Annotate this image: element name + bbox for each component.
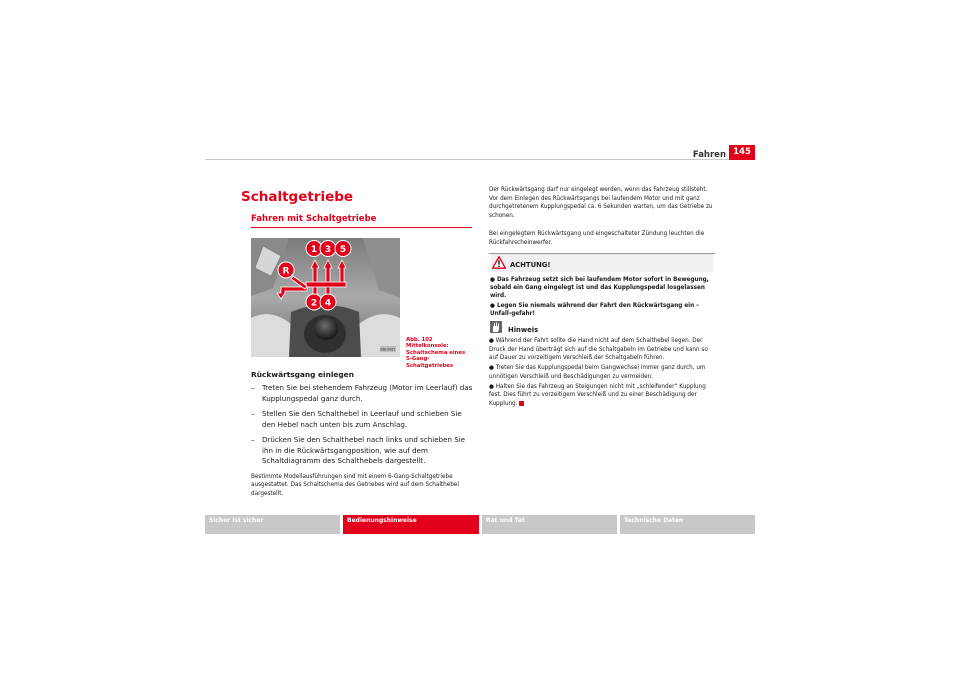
list-item <box>251 383 476 404</box>
hint-item-text: Treten Sie das Kupplungspedal beim Gangwechsel immer ganz durch, um unnötigen Verschleiß und Beschädigungen zu vermeiden. <box>489 365 706 380</box>
figure-caption: Abb. 102 Mittelkonsole: Schaltschema eines 5-Gang-Schaltgetriebes <box>406 337 466 369</box>
warning-item-text: Das Fahrzeug setzt sich bei laufendem Motor sofort in Bewegung, sobald ein Gang eingelegt ist und das Kupplungspedal losgelassen wird. <box>490 277 709 299</box>
subsection-title: Fahren mit Schaltgetriebe <box>251 214 377 224</box>
list-item <box>490 276 714 300</box>
list-item <box>489 364 715 381</box>
list-item <box>251 435 476 467</box>
chapter-title: Fahren <box>692 150 726 160</box>
gear-label-1: 1 <box>310 245 318 255</box>
bullet: ● <box>490 303 495 309</box>
gear-label-r: R <box>282 266 290 277</box>
subsection-rule <box>251 227 472 228</box>
gear-label-2: 2 <box>310 298 318 309</box>
bullet: ● <box>489 383 494 390</box>
reverse-gear-heading: Rückwärtsgang einlegen <box>251 370 354 379</box>
bullet: ● <box>490 277 495 283</box>
hint-list <box>489 337 715 410</box>
bullet: ● <box>489 338 494 344</box>
gear-label-5: 5 <box>339 245 347 255</box>
step-marker: – <box>251 383 255 392</box>
list-item <box>489 383 715 409</box>
gear-label-4: 4 <box>324 298 332 309</box>
step-text: Drücken Sie den Schalthebel nach links und schieben Sie ihn in die Rückwärtsgangposition, wie auf dem Schaltdiagramm des Schalthebels dargestellt. <box>262 435 466 465</box>
step-text: Treten Sie bei stehendem Fahrzeug (Motor im Leerlauf) das Kupplungspedal ganz durch. <box>262 383 473 403</box>
list-item <box>251 409 476 430</box>
gear-console-illustration <box>251 238 400 357</box>
reverse-gear-steps <box>251 383 476 472</box>
hint-title: Hinweis <box>508 326 539 334</box>
list-item <box>489 337 715 363</box>
figure-gear-shift-pattern <box>251 238 400 357</box>
section-end-marker <box>519 401 524 406</box>
bullet: ● <box>489 365 494 372</box>
section-title: Schaltgetriebe <box>241 189 354 205</box>
warning-list <box>490 276 714 320</box>
tab-bedienungshinweise[interactable]: Bedienungshinweise <box>343 515 479 534</box>
hint-hand-icon <box>490 321 502 333</box>
gear-label-3: 3 <box>324 245 332 255</box>
list-item <box>490 302 714 318</box>
paragraph-reverse-lights: Bei eingelegtem Rückwärtsgang und eingeschalteter Zündung leuchten die Rückfahrscheinwerfer. <box>489 231 705 246</box>
warning-triangle-icon <box>492 256 506 269</box>
warning-item-text: Legen Sie niemals während der Fahrt den Rückwärtsgang ein – Unfall-gefahr! <box>490 303 700 317</box>
step-text: Stellen Sie den Schalthebel in Leerlauf und schieben Sie den Hebel nach unten bis zum Anschlag. <box>262 409 462 429</box>
warning-title: ACHTUNG! <box>510 261 551 269</box>
page-number: 145 <box>729 145 755 160</box>
step-marker: – <box>251 409 255 418</box>
step-marker: – <box>251 435 255 444</box>
paragraph-reverse-gear: Der Rückwärtsgang darf nur eingelegt werden, wenn das Fahrzeug stillsteht. Vor dem Einlegen des Rückwärtsgangs bei laufendem Motor und mit ganz durchgetretenem Kupplungspedal ca. 6 Sekunden warten, um das Getriebe zu schonen. <box>489 187 713 220</box>
image-code: B6J-0061 <box>380 347 396 352</box>
footer-nav <box>205 515 755 534</box>
hint-item-text: Halten Sie das Fahrzeug an Steigungen nicht mit „schleifender“ Kupplung fest. Dies führt zu vorzeitigem Verschleiß und zu einer Beschädigung der Kupplung. <box>489 383 706 407</box>
tab-rat-und-tat[interactable]: Rat und Tat <box>482 515 617 534</box>
tab-technische-daten[interactable]: Technische Daten <box>620 515 755 534</box>
tab-sicher-ist-sicher[interactable]: Sicher ist sicher <box>205 515 340 534</box>
model-note: Bestimmte Modellausführungen sind mit einem 6-Gang-Schaltgetriebe ausgestattet. Das Schaltschema des Getriebes wird auf dem Schalthebel dargestellt. <box>251 474 459 497</box>
hint-item-text: Während der Fahrt sollte die Hand nicht auf dem Schalthebel liegen. Der Druck der Hand überträgt sich auf die Schaltgabeln im Getriebe und kann so auf Dauer zu vorzeitigem Verschleiß der Schaltgabeln führen. <box>489 338 708 362</box>
